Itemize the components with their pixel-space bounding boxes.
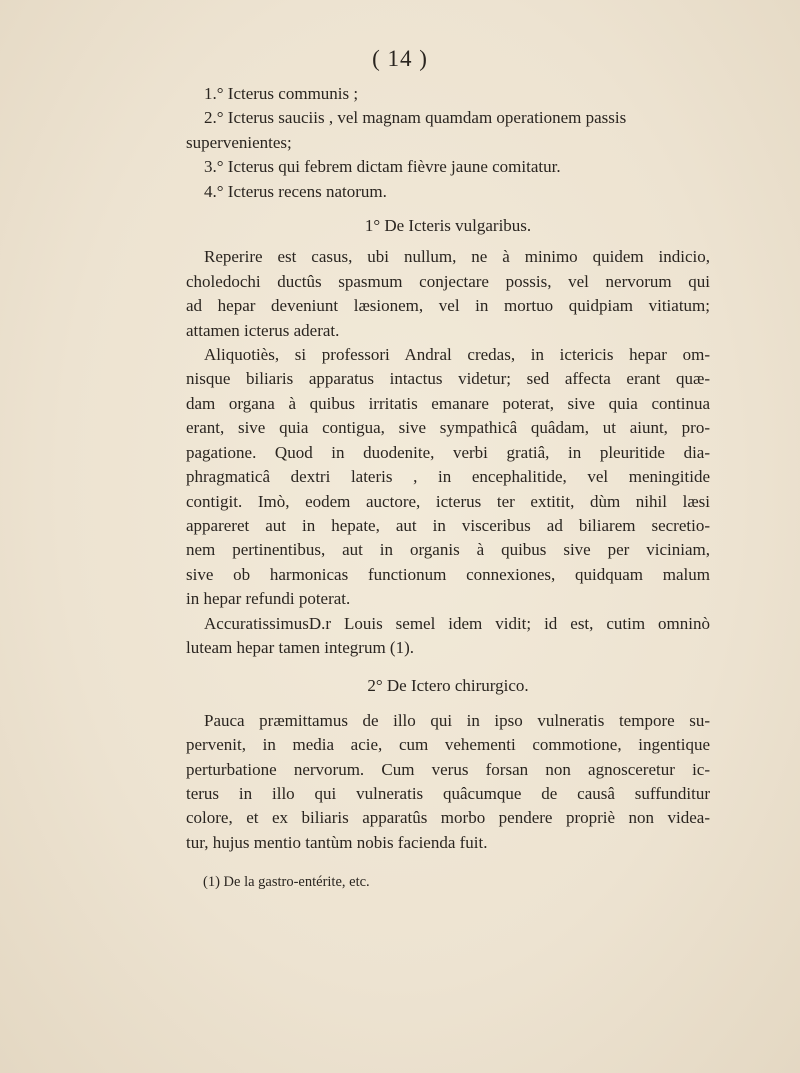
paragraph-line: Aliquotiès, si professori Andral credas, in ictericis hepar om- xyxy=(204,345,710,365)
paragraph-line: attamen icterus aderat. xyxy=(186,320,340,340)
paragraph-line: tur, hujus mentio tantùm nobis facienda fuit. xyxy=(186,832,488,852)
page-number: ( 14 ) xyxy=(372,46,428,71)
paragraph-line: phragmaticâ dextri lateris , in encephalitide, vel meningitide xyxy=(186,467,710,487)
section-heading: 2° De Ictero chirurgico. xyxy=(367,676,529,696)
paragraph-line: choledochi ductûs spasmum conjectare possis, vel nervorum qui xyxy=(186,271,710,291)
paragraph-line: pervenit, in media acie, cum vehementi commotione, ingentique xyxy=(186,735,710,755)
paragraph-line: terus in illo qui vulneratis quâcumque de causâ suffunditur xyxy=(186,783,710,803)
paragraph-line: nem pertinentibus, aut in organis à quibus sive per viciniam, xyxy=(186,540,710,560)
enumeration-line: 3.° Icterus qui febrem dictam fièvre jaune comitatur. xyxy=(204,157,561,177)
enumeration-line: supervenientes; xyxy=(186,132,292,152)
paragraph-line: Pauca præmittamus de illo qui in ipso vulneratis tempore su- xyxy=(204,710,710,730)
paragraph-line: dam organa à quibus irritatis emanare poterat, sive quia continua xyxy=(186,393,710,413)
paragraph-line: sive ob harmonicas functionum connexiones, quidquam malum xyxy=(186,564,710,584)
paragraph-line: contigit. Imò, eodem auctore, icterus ter extitit, dùm nihil læsi xyxy=(186,491,710,511)
section-heading: 1° De Icteris vulgaribus. xyxy=(364,216,532,236)
footnote: (1) De la gastro-entérite, etc. xyxy=(203,874,370,890)
paragraph-line: in hepar refundi poterat. xyxy=(186,589,351,609)
paragraph-line: perturbatione nervorum. Cum verus forsan non agnosceretur ic- xyxy=(186,759,710,779)
paragraph-line: appareret aut in hepate, aut in visceribus ad biliarem secretio- xyxy=(186,515,710,535)
paragraph-line: Reperire est casus, ubi nullum, ne à minimo quidem indicio, xyxy=(204,247,710,267)
paragraph-line: colore, et ex biliaris apparatûs morbo pendere propriè non videa- xyxy=(186,808,710,828)
paragraph-line: ad hepar deveniunt læsionem, vel in mortuo quidpiam vitiatum; xyxy=(186,296,710,316)
enumeration-line: 1.° Icterus communis ; xyxy=(204,84,359,103)
paragraph-line: nisque biliaris apparatus intactus videtur; sed affecta erant quæ- xyxy=(186,369,710,389)
paragraph-line: luteam hepar tamen integrum (1). xyxy=(186,637,414,657)
body-text xyxy=(186,82,710,855)
enumeration-line: 2.° Icterus sauciis , vel magnam quamdam operationem passis xyxy=(204,108,627,128)
paragraph-line: pagatione. Quod in duodenite, verbi gratiâ, in pleuritide dia- xyxy=(186,442,710,462)
enumeration-line: 4.° Icterus recens natorum. xyxy=(204,181,387,201)
paragraph-line: erant, sive quia contigua, sive sympathicâ quâdam, ut aiunt, pro- xyxy=(186,418,710,438)
paragraph-line: AccuratissimusD.r Louis semel idem vidit; id est, cutim omninò xyxy=(204,613,710,633)
